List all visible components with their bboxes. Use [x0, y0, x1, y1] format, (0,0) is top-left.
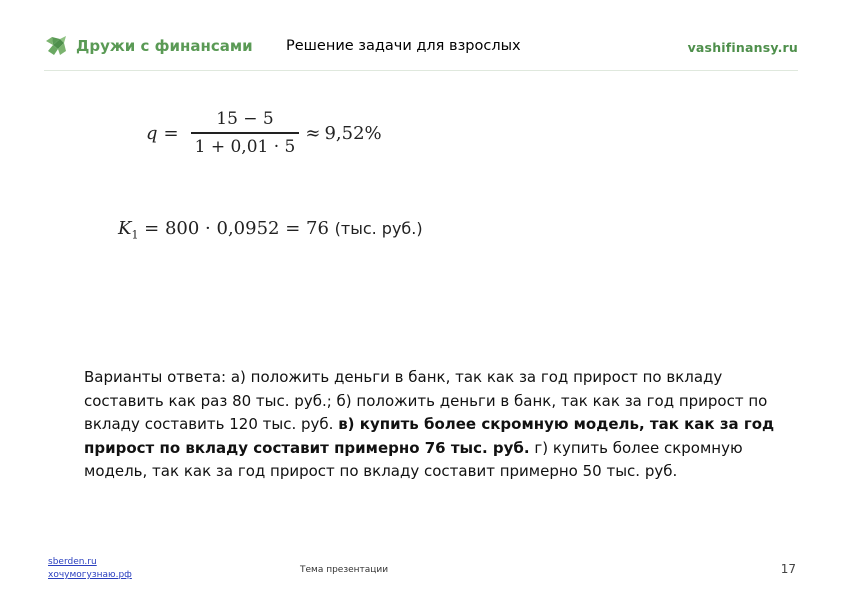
- answer-correct-option: в) купить более скромную модель, так как за год прирост по вкладу составит примерно 76 тыс. руб.: [84, 415, 775, 457]
- slide-header: [0, 0, 842, 72]
- logo-text: Дружи с финансами: [76, 37, 253, 55]
- formula-result: 9,52%: [324, 122, 382, 144]
- footer-links: [48, 556, 132, 582]
- footer-link-hochumogu[interactable]: хочумогузнаю.рф: [48, 570, 132, 580]
- dog-logo-icon: [44, 33, 70, 59]
- formula2-expression: = 800 · 0,0952 = 76: [138, 218, 335, 239]
- formula-approx: ≈: [305, 122, 321, 144]
- formula-income: [118, 218, 423, 242]
- header-divider: [44, 70, 798, 71]
- formula-interest-rate: [146, 104, 382, 162]
- slide-title: Решение задачи для взрослых: [286, 38, 521, 54]
- formula2-subscript: 1: [131, 228, 139, 242]
- fraction-denominator: 1 + 0,01 · 5: [194, 136, 296, 157]
- answer-options-ab: : а) положить деньги в банк, так как за год прирост по вкладу составить как раз 80 тыс. руб.; б) положить деньги в банк, так как за год прирост по вкладу составить 120 тыс. руб.: [84, 368, 768, 434]
- brand-logo[interactable]: [44, 32, 253, 60]
- footer-topic: Тема презентации: [300, 565, 389, 575]
- formula-fraction: [191, 109, 300, 156]
- answer-option-d: г) купить более скромную модель, так как за год прирост по вкладу составит примерно 50 тыс. руб.: [84, 438, 743, 481]
- formula-lhs: q: [146, 122, 158, 144]
- answer-label: Варианты ответа: [84, 368, 222, 386]
- formula-equals: =: [163, 122, 179, 144]
- site-url[interactable]: vashifinansy.ru: [687, 40, 798, 55]
- formula2-lhs: K: [118, 218, 132, 239]
- footer-link-sberden[interactable]: sberden.ru: [48, 557, 97, 567]
- fraction-numerator: 15 − 5: [216, 109, 274, 130]
- page-number: 17: [780, 562, 796, 576]
- answer-options: [84, 366, 804, 484]
- formula2-unit: (тыс. руб.): [334, 219, 423, 238]
